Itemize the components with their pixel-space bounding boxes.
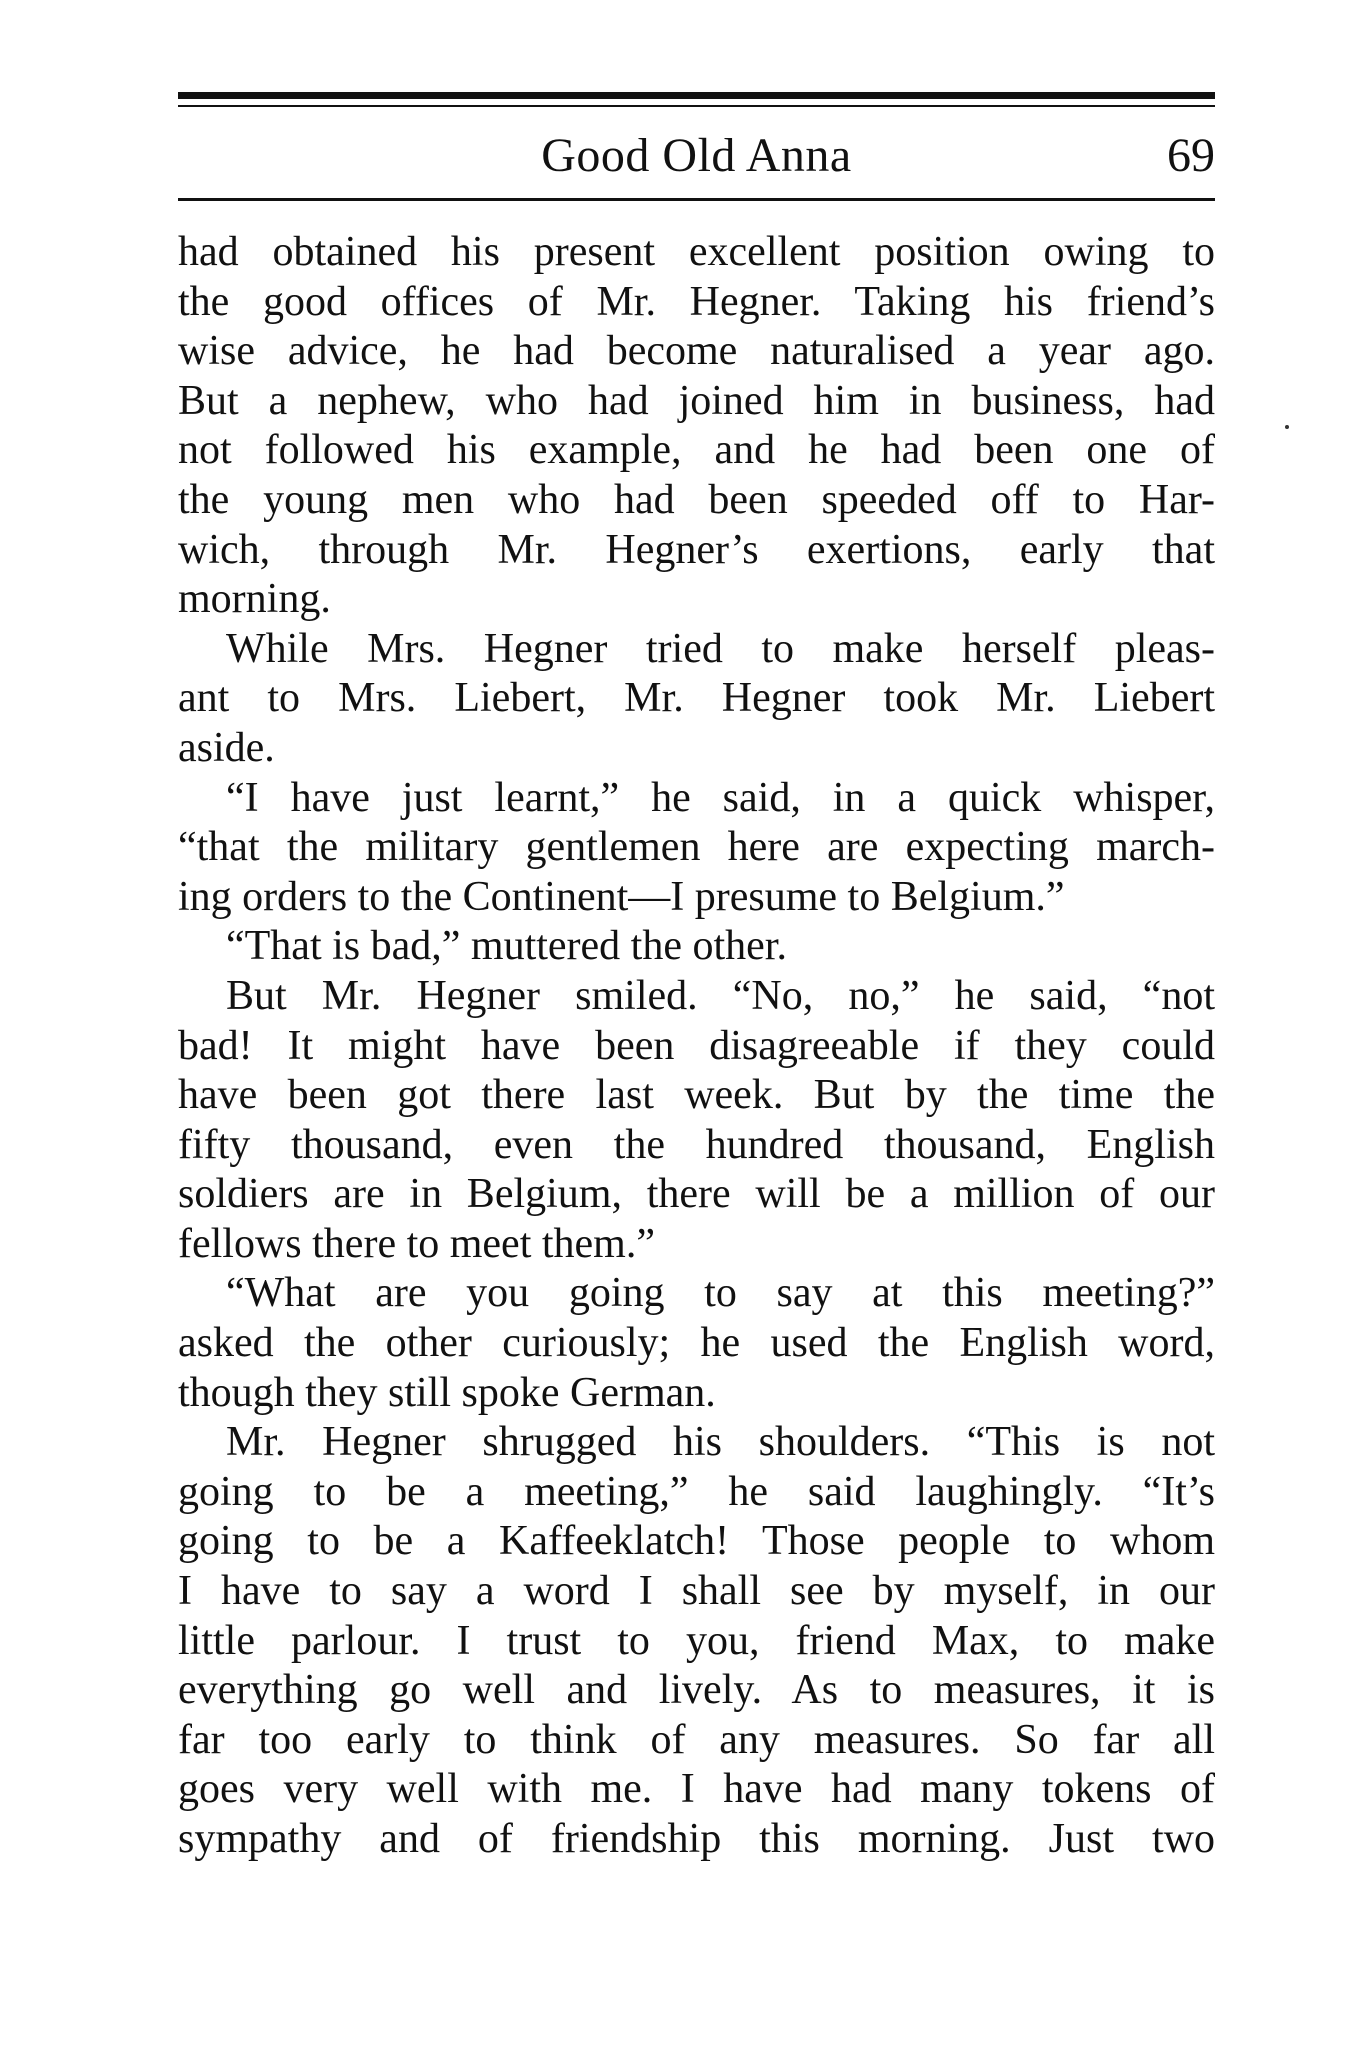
text-line: “That is bad,” muttered the other. <box>226 923 787 970</box>
header-rule-thin <box>178 105 1215 107</box>
text-line: fifty thousand, even the hundred thousand, English <box>178 1121 1215 1168</box>
text-line: ing orders to the Continent—I presume to Belgium.” <box>178 873 1065 920</box>
text-line: wise advice, he had become naturalised a year ago. <box>178 328 1215 375</box>
text-line: goes very well with me. I have had many tokens of <box>178 1766 1215 1813</box>
text-line: had obtained his present excellent position owing to <box>178 229 1215 275</box>
text-line: fellows there to meet them.” <box>178 1220 655 1267</box>
body-text <box>178 228 1215 1865</box>
text-line: going to be a meeting,” he said laughingly. “It’s <box>178 1468 1215 1515</box>
text-line: While Mrs. Hegner tried to make herself pleas- <box>226 625 1215 672</box>
text-line: sympathy and of friendship this morning. Just two <box>178 1816 1215 1862</box>
header-rule-bottom <box>178 198 1215 201</box>
text-line: “I have just learnt,” he said, in a quick whisper, <box>226 774 1215 821</box>
text-line: everything go well and lively. As to measures, it is <box>178 1667 1215 1714</box>
text-line: though they still spoke German. <box>178 1369 716 1416</box>
text-line: asked the other curiously; he used the English word, <box>178 1320 1215 1367</box>
text-line: little parlour. I trust to you, friend Max, to make <box>178 1617 1215 1664</box>
page-number: 69 <box>1167 129 1215 182</box>
text-line: I have to say a word I shall see by myself, in our <box>178 1568 1215 1615</box>
ink-speck <box>1285 425 1289 429</box>
text-line: the young men who had been speeded off to Har- <box>178 476 1215 523</box>
text-line: going to be a Kaffeeklatch! Those people to whom <box>178 1518 1215 1565</box>
text-line: ant to Mrs. Liebert, Mr. Hegner took Mr. Liebert <box>178 675 1215 722</box>
running-title: Good Old Anna <box>541 129 852 182</box>
text-line: aside. <box>178 724 275 771</box>
text-line: have been got there last week. But by the time the <box>178 1072 1215 1119</box>
text-line: the good offices of Mr. Hegner. Taking his friend’s <box>178 278 1215 325</box>
text-line: But Mr. Hegner smiled. “No, no,” he said, “not <box>226 972 1215 1019</box>
text-line: “What are you going to say at this meeting?” <box>226 1270 1215 1317</box>
text-line: not followed his example, and he had been one of <box>178 427 1215 474</box>
header-rule-thick <box>178 92 1215 99</box>
text-line: Mr. Hegner shrugged his shoulders. “This is not <box>226 1419 1215 1466</box>
text-line: soldiers are in Belgium, there will be a million of our <box>178 1171 1215 1218</box>
text-line: wich, through Mr. Hegner’s exertions, early that <box>178 526 1215 573</box>
text-line: bad! It might have been disagreeable if they could <box>178 1022 1215 1069</box>
text-line: But a nephew, who had joined him in business, had <box>178 377 1215 424</box>
text-line: “that the military gentlemen here are expecting march- <box>178 824 1215 871</box>
text-line: far too early to think of any measures. So far all <box>178 1716 1215 1763</box>
text-line: morning. <box>178 576 331 623</box>
